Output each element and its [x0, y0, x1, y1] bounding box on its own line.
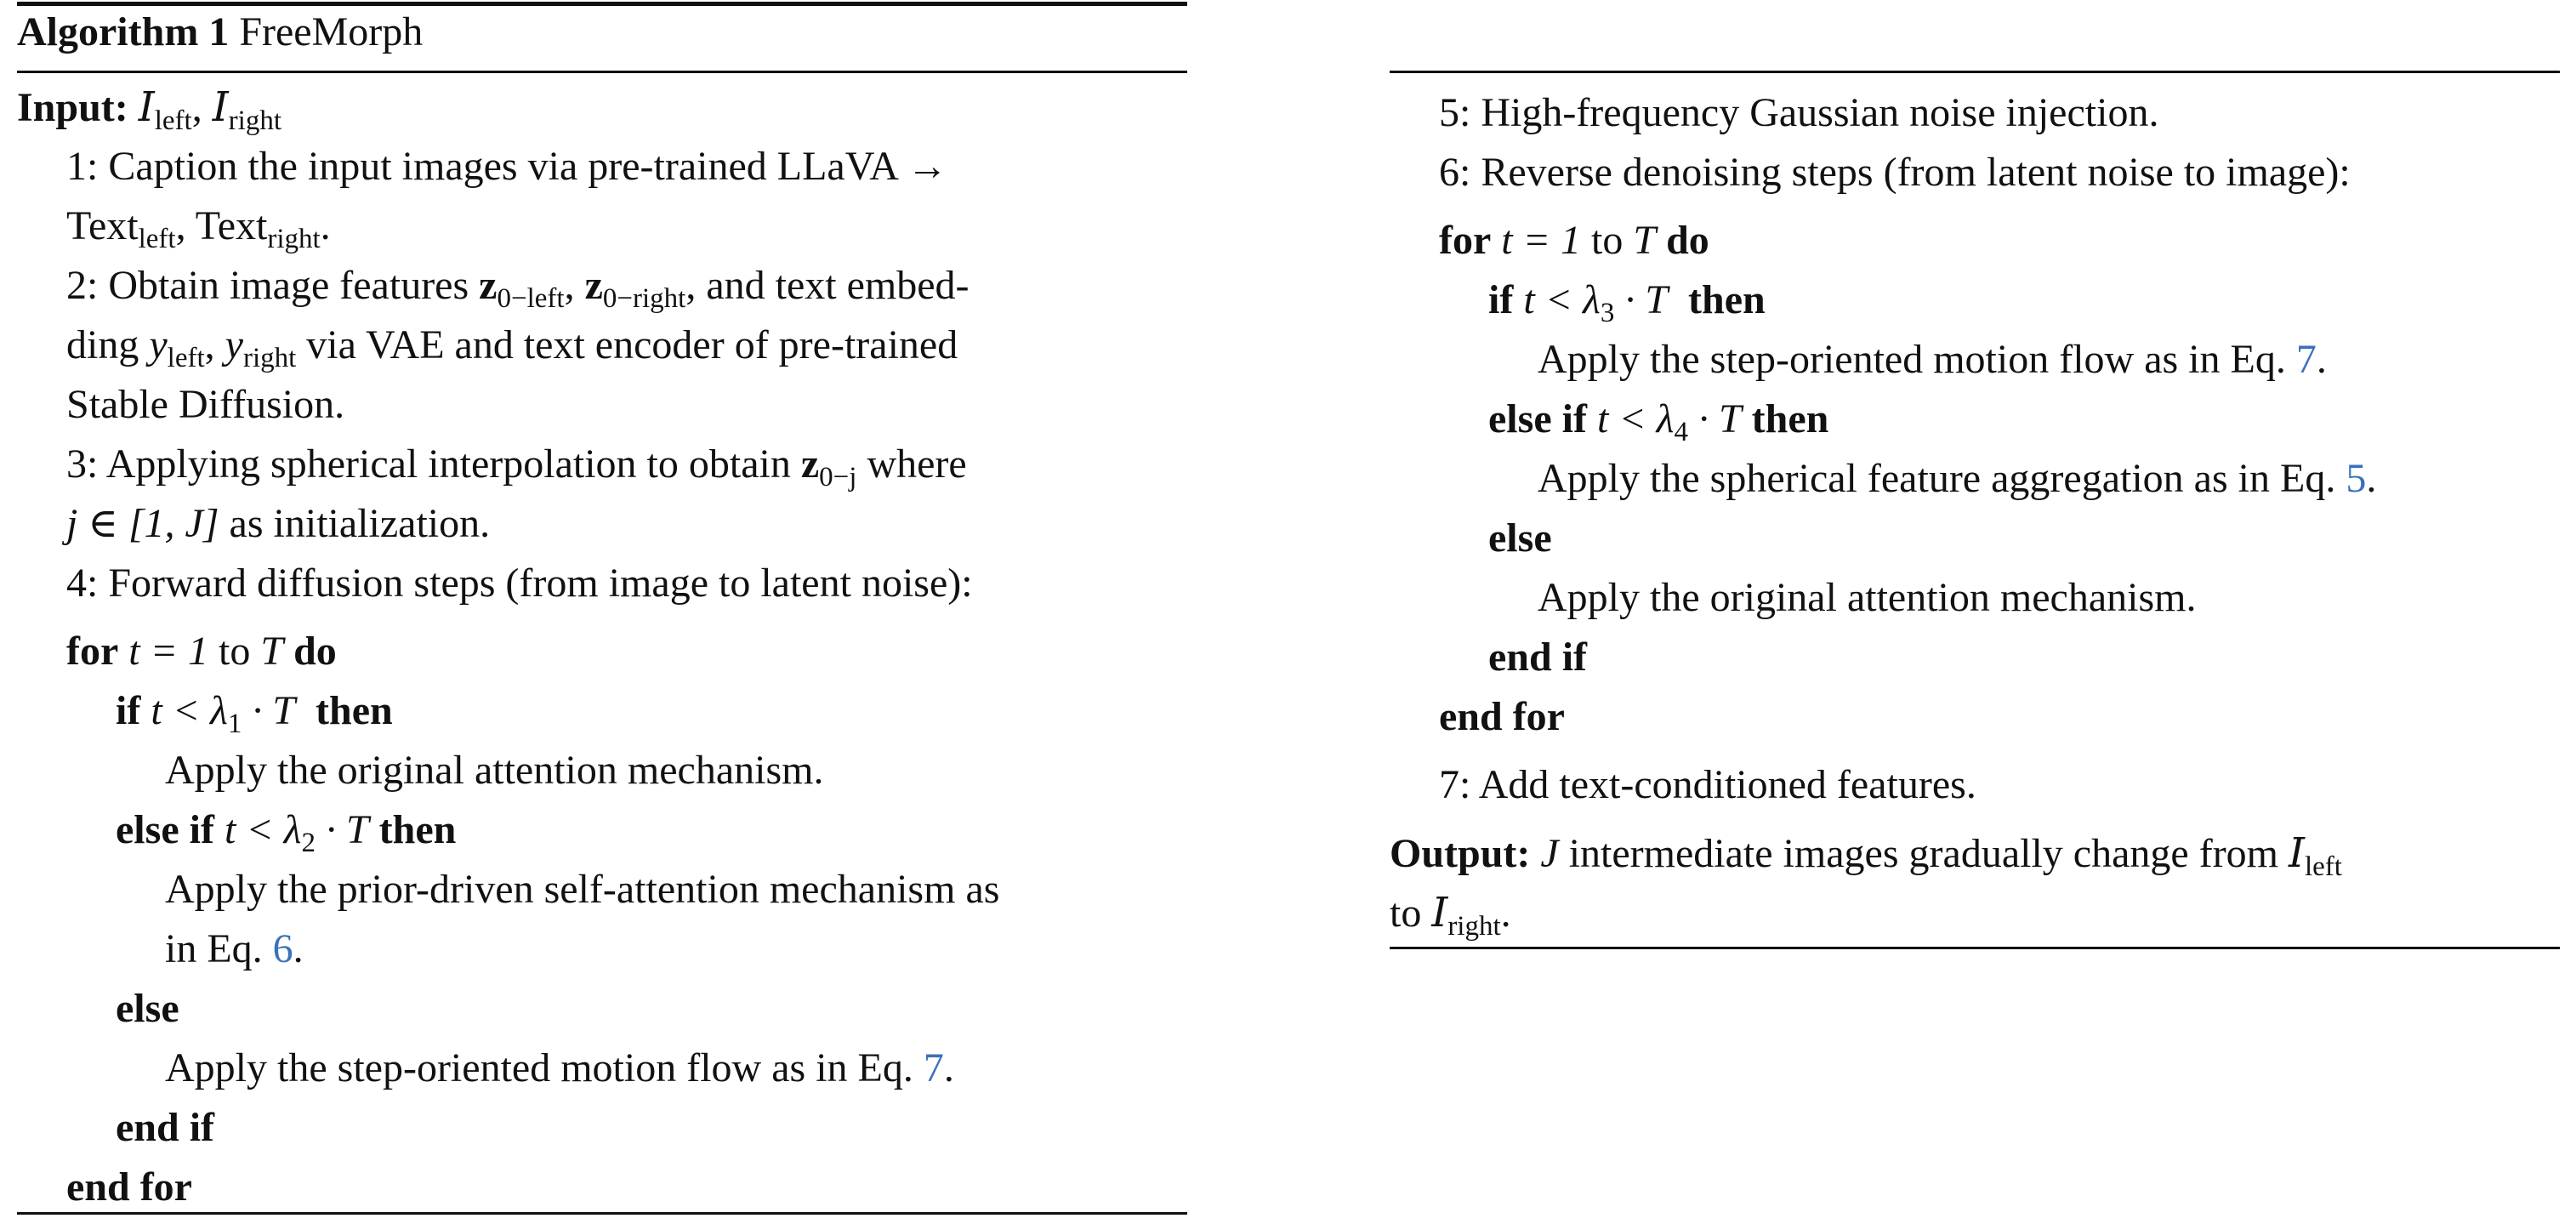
endfor-2: end for	[1439, 694, 1565, 739]
step-7: 7: Add text-conditioned features.	[1439, 762, 1976, 807]
right-bottom-rule	[1390, 947, 2560, 949]
else-2: else	[1488, 515, 1552, 561]
algorithm-caption: Algorithm 1 FreeMorph	[17, 9, 424, 54]
endfor-1: end for	[66, 1164, 192, 1210]
for-loop-header: for t = 1 to T do	[66, 629, 337, 674]
bottom-rule	[17, 1212, 1187, 1215]
eq-ref-link[interactable]: 7	[923, 1045, 944, 1090]
else-1-body: Apply the step-oriented motion flow as in Eq. 7.	[165, 1045, 954, 1090]
output-line: Output: J intermediate images gradually change from $I_{left}$	[1390, 829, 2342, 882]
if-1-body: Apply the original attention mechanism.	[165, 748, 824, 793]
top-rule	[17, 2, 1187, 6]
if-3: if $t < \lambda_3 \cdot T$ then	[1488, 277, 1766, 328]
else-2-body: Apply the original attention mechanism.	[1538, 575, 2197, 620]
eq-ref-link[interactable]: 7	[2295, 337, 2317, 382]
step-5: 5: High-frequency Gaussian noise injection.	[1439, 90, 2159, 135]
else-1: else	[116, 986, 179, 1031]
elseif-2-body: Apply the prior-driven self-attention mechanism as	[165, 867, 1000, 912]
step-3-cont: j ∈ [1, J] as initialization.	[66, 501, 491, 546]
step-1: 1: Caption the input images via pre-trained LLaVA →	[66, 144, 948, 189]
input-line: Input: $I_{left}$, $I_{right}$	[17, 83, 281, 136]
elseif-4: else if $t < \lambda_4 \cdot T$ then	[1488, 396, 1829, 447]
step-3: 3: Applying spherical interpolation to obtain $z_{0-j}$ where	[66, 441, 967, 492]
step-2: 2: Obtain image features $z_{0-left}$, $z_{0-right}$, and text embed-	[66, 263, 970, 314]
endif-1: end if	[116, 1105, 215, 1150]
if-3-body: Apply the step-oriented motion flow as in Eq. 7.	[1538, 337, 2327, 382]
elseif-2: else if $t < \lambda_2 \cdot T$ then	[116, 807, 457, 858]
output-line-cont: to $I_{right}$.	[1390, 889, 1511, 942]
step-6: 6: Reverse denoising steps (from latent noise to image):	[1439, 150, 2351, 195]
elseif-2-body-cont: in Eq. 6.	[165, 926, 304, 971]
if-1: if $t < \lambda_1 \cdot T$ then	[116, 688, 393, 739]
step-4: 4: Forward diffusion steps (from image to latent noise):	[66, 561, 973, 606]
endif-2: end if	[1488, 635, 1588, 680]
step-2-cont: ding $y_{left}$, $y_{right}$ via VAE and text encoder of pre-trained	[66, 322, 958, 373]
caption-rule	[17, 71, 1187, 73]
elseif-4-body: Apply the spherical feature aggregation as in Eq. 5.	[1538, 456, 2377, 501]
step-2-cont2: Stable Diffusion.	[66, 382, 345, 427]
eq-ref-link[interactable]: 5	[2346, 456, 2367, 501]
step-1-cont: Text$_{left}$, Text$_{right}$.	[66, 203, 331, 254]
right-top-rule	[1390, 71, 2560, 73]
for-loop-header-2: for t = 1 to T do	[1439, 218, 1709, 263]
eq-ref-link[interactable]: 6	[272, 926, 293, 971]
